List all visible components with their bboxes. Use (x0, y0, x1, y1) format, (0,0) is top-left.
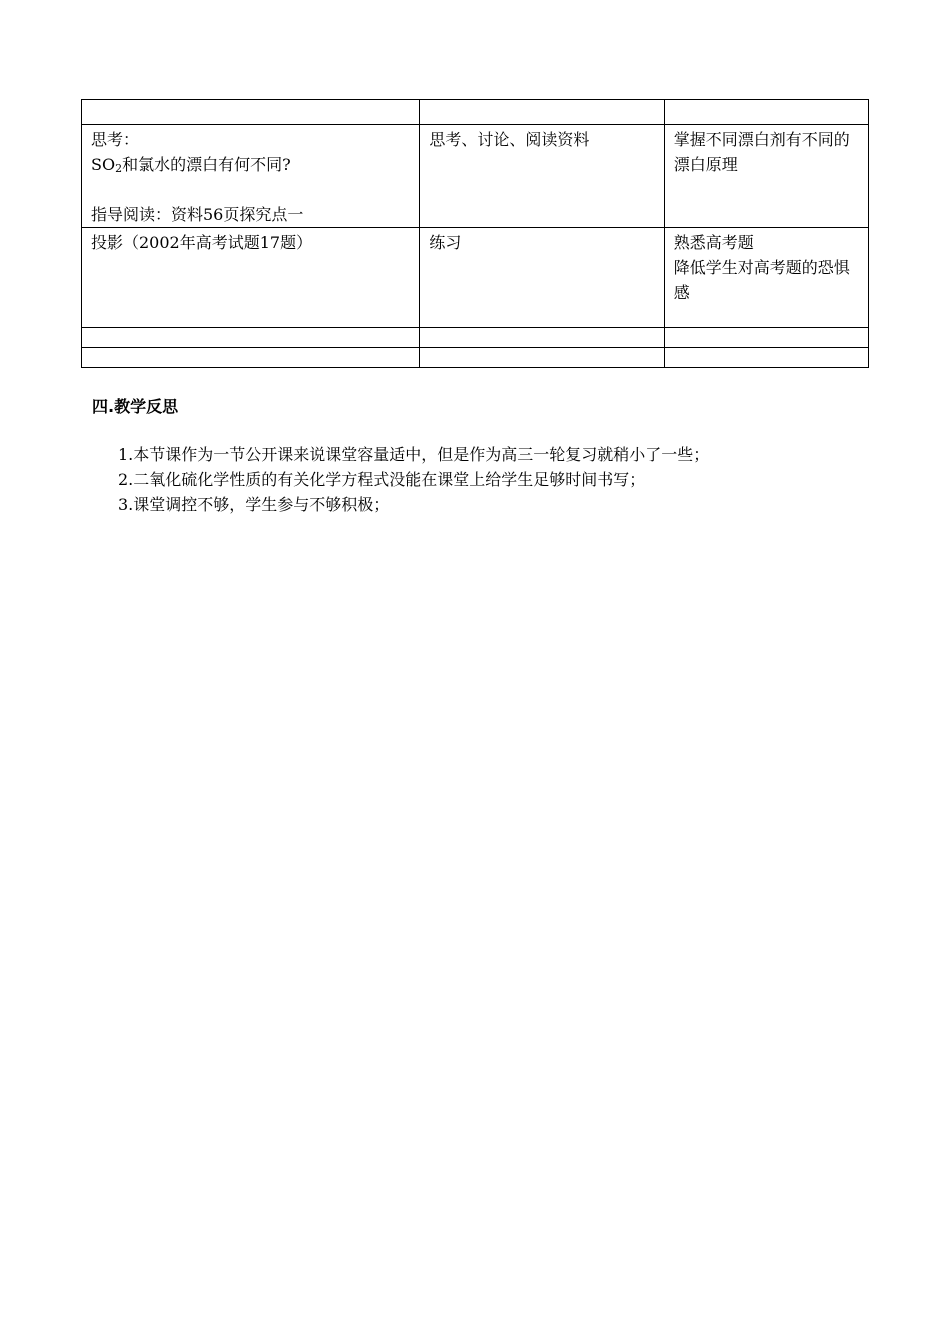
lesson-plan-table (81, 99, 869, 368)
table-row (82, 228, 869, 328)
table-cell (420, 348, 664, 368)
table-cell (82, 100, 420, 125)
formula-so: SO (91, 155, 116, 174)
student-activity-cell (420, 228, 664, 328)
question-text: 和氯水的漂白有何不同? (122, 155, 291, 174)
table-cell (82, 348, 420, 368)
list-item: 2.二氧化硫化学性质的有关化学方程式没能在课堂上给学生足够时间书写； (118, 470, 646, 489)
reflection-list (118, 442, 709, 517)
table-cell (82, 328, 420, 348)
design-intent-cell (664, 125, 868, 228)
table-cell (420, 328, 664, 348)
think-label: 思考： (91, 130, 140, 149)
practice-text: 练习 (429, 233, 462, 252)
table-cell (664, 328, 868, 348)
guided-reading: 指导阅读：资料56页探究点一 (91, 205, 304, 224)
table-row (82, 100, 869, 125)
table-row (82, 125, 869, 228)
table-row (82, 328, 869, 348)
section-title: 四.教学反思 (92, 397, 179, 416)
list-item: 1.本节课作为一节公开课来说课堂容量适中，但是作为高三一轮复习就稍小了一些； (118, 445, 710, 464)
question-line (91, 152, 410, 177)
design-intent-text: 掌握不同漂白剂有不同的漂白原理 (673, 130, 850, 174)
list-item: 3.课堂调控不够，学生参与不够积极； (118, 495, 390, 514)
table-cell (664, 348, 868, 368)
projection-text: 投影（2002年高考试题17题） (91, 233, 313, 252)
intent-line-1: 熟悉高考题 (673, 233, 754, 252)
teacher-activity-cell (82, 125, 420, 228)
formula-subscript: 2 (115, 162, 123, 175)
table-cell (420, 100, 664, 125)
student-activity-text: 思考、讨论、阅读资料 (429, 130, 590, 149)
student-activity-cell (420, 125, 664, 228)
teacher-activity-cell (82, 228, 420, 328)
intent-line-2: 降低学生对高考题的恐惧感 (673, 258, 850, 302)
table-row (82, 348, 869, 368)
table-cell (664, 100, 868, 125)
design-intent-cell (664, 228, 868, 328)
